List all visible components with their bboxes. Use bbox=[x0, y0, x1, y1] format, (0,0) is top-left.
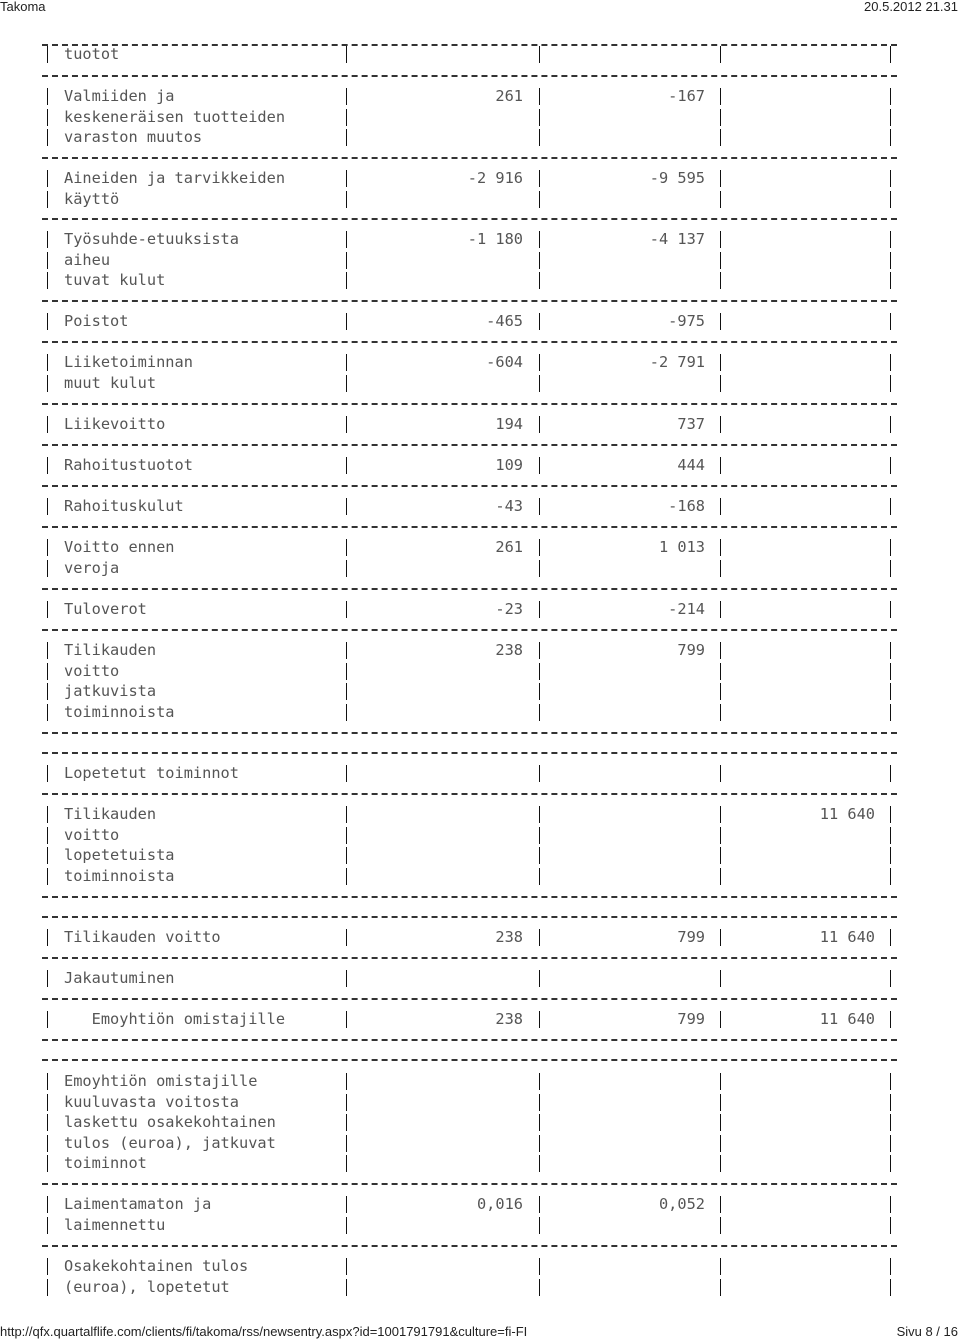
cell-border bbox=[346, 929, 347, 946]
value-cell: -9 595 bbox=[649, 169, 705, 187]
cell-border bbox=[720, 642, 721, 659]
cell-border bbox=[890, 191, 891, 208]
cell-border bbox=[47, 129, 48, 146]
cell-border bbox=[346, 765, 347, 782]
row-divider bbox=[42, 403, 897, 405]
cell-border bbox=[539, 847, 540, 864]
row-label: Liiketoiminnan bbox=[64, 353, 193, 371]
cell-border bbox=[346, 1258, 347, 1275]
cell-border bbox=[346, 663, 347, 680]
cell-border bbox=[720, 252, 721, 269]
value-cell: -2 916 bbox=[467, 169, 523, 187]
cell-border bbox=[47, 1196, 48, 1213]
value-cell: 0,016 bbox=[476, 1195, 523, 1213]
cell-border bbox=[720, 827, 721, 844]
cell-border bbox=[720, 1135, 721, 1152]
cell-border bbox=[720, 109, 721, 126]
cell-border bbox=[346, 109, 347, 126]
cell-border bbox=[890, 375, 891, 392]
cell-border bbox=[346, 129, 347, 146]
cell-border bbox=[346, 539, 347, 556]
row-divider bbox=[42, 732, 897, 734]
cell-border bbox=[47, 663, 48, 680]
value-cell: 238 bbox=[495, 1010, 523, 1028]
row-divider bbox=[42, 752, 897, 754]
row-divider bbox=[42, 588, 897, 590]
value-cell: 109 bbox=[495, 456, 523, 474]
cell-border bbox=[47, 354, 48, 371]
row-label: jatkuvista bbox=[64, 682, 157, 701]
value-cell: 0,052 bbox=[658, 1195, 705, 1213]
cell-border bbox=[720, 847, 721, 864]
cell-border bbox=[47, 1258, 48, 1275]
cell-border bbox=[720, 601, 721, 618]
cell-border bbox=[47, 231, 48, 248]
cell-border bbox=[47, 970, 48, 987]
cell-border bbox=[720, 1094, 721, 1111]
cell-border bbox=[720, 88, 721, 105]
cell-border bbox=[346, 806, 347, 823]
cell-border bbox=[720, 1279, 721, 1296]
cell-border bbox=[720, 806, 721, 823]
cell-border bbox=[890, 827, 891, 844]
cell-border bbox=[346, 416, 347, 433]
row-label: lopetetuista bbox=[64, 846, 175, 865]
row-label: laimennettu bbox=[64, 1215, 166, 1234]
row-label: aiheu bbox=[64, 250, 111, 269]
cell-border bbox=[539, 1258, 540, 1275]
value-cell: -2 791 bbox=[649, 353, 705, 371]
cell-border bbox=[890, 1217, 891, 1234]
cell-border bbox=[890, 663, 891, 680]
row-label: Emoyhtiön omistajille bbox=[64, 1072, 258, 1090]
cell-border bbox=[720, 313, 721, 330]
cell-border bbox=[346, 601, 347, 618]
cell-border bbox=[47, 416, 48, 433]
cell-border bbox=[720, 765, 721, 782]
cell-border bbox=[890, 46, 891, 63]
cell-border bbox=[539, 375, 540, 392]
cell-border bbox=[539, 765, 540, 782]
cell-border bbox=[346, 1217, 347, 1234]
row-label: (euroa), lopetetut bbox=[64, 1277, 230, 1296]
cell-border bbox=[890, 683, 891, 700]
row-label: Liikevoitto bbox=[64, 415, 166, 433]
row-label: Osakekohtainen tulos bbox=[64, 1257, 249, 1275]
cell-border bbox=[890, 170, 891, 187]
row-label: tuotot bbox=[64, 45, 120, 63]
cell-border bbox=[346, 191, 347, 208]
cell-border bbox=[890, 560, 891, 577]
value-cell: -167 bbox=[668, 87, 705, 105]
cell-border bbox=[346, 1114, 347, 1131]
cell-border bbox=[47, 313, 48, 330]
value-cell: -975 bbox=[668, 312, 705, 330]
cell-border bbox=[539, 929, 540, 946]
cell-border bbox=[890, 272, 891, 289]
cell-border bbox=[539, 354, 540, 371]
cell-border bbox=[720, 560, 721, 577]
cell-border bbox=[539, 416, 540, 433]
cell-border bbox=[346, 868, 347, 885]
cell-border bbox=[890, 847, 891, 864]
cell-border bbox=[539, 1196, 540, 1213]
value-cell: 799 bbox=[677, 928, 705, 946]
row-divider bbox=[42, 1245, 897, 1247]
cell-border bbox=[890, 970, 891, 987]
row-divider bbox=[42, 218, 897, 220]
footer-page-number: Sivu 8 / 16 bbox=[896, 1324, 958, 1339]
cell-border bbox=[720, 231, 721, 248]
cell-border bbox=[539, 1114, 540, 1131]
row-label: Poistot bbox=[64, 312, 129, 330]
cell-border bbox=[47, 1114, 48, 1131]
cell-border bbox=[720, 1114, 721, 1131]
cell-border bbox=[346, 375, 347, 392]
cell-border bbox=[890, 642, 891, 659]
cell-border bbox=[720, 1217, 721, 1234]
cell-border bbox=[47, 929, 48, 946]
cell-border bbox=[720, 354, 721, 371]
cell-border bbox=[47, 46, 48, 63]
value-cell: -23 bbox=[495, 600, 523, 618]
cell-border bbox=[720, 1196, 721, 1213]
cell-border bbox=[720, 191, 721, 208]
cell-border bbox=[539, 1217, 540, 1234]
cell-border bbox=[720, 929, 721, 946]
cell-border bbox=[47, 683, 48, 700]
row-label: toiminnoista bbox=[64, 866, 175, 885]
cell-border bbox=[539, 868, 540, 885]
cell-border bbox=[47, 827, 48, 844]
row-divider bbox=[42, 957, 897, 959]
row-label: Valmiiden ja bbox=[64, 87, 175, 105]
cell-border bbox=[346, 560, 347, 577]
row-divider bbox=[42, 300, 897, 302]
cell-border bbox=[720, 272, 721, 289]
cell-border bbox=[47, 1094, 48, 1111]
cell-border bbox=[890, 1196, 891, 1213]
row-divider bbox=[42, 485, 897, 487]
cell-border bbox=[47, 498, 48, 515]
cell-border bbox=[47, 170, 48, 187]
row-label: kuuluvasta voitosta bbox=[64, 1092, 239, 1111]
cell-border bbox=[47, 1135, 48, 1152]
cell-border bbox=[346, 1196, 347, 1213]
cell-border bbox=[539, 1279, 540, 1296]
cell-border bbox=[539, 46, 540, 63]
row-label: Laimentamaton ja bbox=[64, 1195, 212, 1213]
page-footer bbox=[0, 1325, 960, 1339]
cell-border bbox=[346, 1073, 347, 1090]
row-label: Tuloverot bbox=[64, 600, 147, 618]
row-divider bbox=[42, 1183, 897, 1185]
cell-border bbox=[346, 272, 347, 289]
cell-border bbox=[720, 46, 721, 63]
cell-border bbox=[346, 313, 347, 330]
cell-border bbox=[539, 272, 540, 289]
value-cell: -168 bbox=[668, 497, 705, 515]
cell-border bbox=[47, 765, 48, 782]
cell-border bbox=[890, 765, 891, 782]
cell-border bbox=[47, 88, 48, 105]
cell-border bbox=[720, 1258, 721, 1275]
row-label: Tilikauden voitto bbox=[64, 928, 221, 946]
cell-border bbox=[539, 109, 540, 126]
cell-border bbox=[47, 375, 48, 392]
cell-border bbox=[720, 663, 721, 680]
cell-border bbox=[539, 1135, 540, 1152]
cell-border bbox=[890, 1258, 891, 1275]
value-cell: 261 bbox=[495, 87, 523, 105]
cell-border bbox=[890, 806, 891, 823]
cell-border bbox=[539, 252, 540, 269]
cell-border bbox=[890, 498, 891, 515]
cell-border bbox=[890, 457, 891, 474]
cell-border bbox=[539, 88, 540, 105]
cell-border bbox=[346, 1155, 347, 1172]
cell-border bbox=[720, 704, 721, 721]
cell-border bbox=[890, 539, 891, 556]
cell-border bbox=[539, 601, 540, 618]
cell-border bbox=[720, 416, 721, 433]
value-cell: -4 137 bbox=[649, 230, 705, 248]
cell-border bbox=[346, 704, 347, 721]
cell-border bbox=[720, 539, 721, 556]
cell-border bbox=[47, 601, 48, 618]
cell-border bbox=[346, 231, 347, 248]
row-label: voitto bbox=[64, 825, 120, 844]
value-cell: 194 bbox=[495, 415, 523, 433]
cell-border bbox=[890, 1114, 891, 1131]
row-divider bbox=[42, 998, 897, 1000]
row-label: Voitto ennen bbox=[64, 538, 175, 556]
cell-border bbox=[890, 354, 891, 371]
cell-border bbox=[47, 109, 48, 126]
cell-border bbox=[47, 252, 48, 269]
cell-border bbox=[720, 498, 721, 515]
cell-border bbox=[890, 704, 891, 721]
cell-border bbox=[890, 1011, 891, 1028]
cell-border bbox=[539, 560, 540, 577]
cell-border bbox=[346, 1135, 347, 1152]
cell-border bbox=[346, 847, 347, 864]
row-label: Tilikauden bbox=[64, 641, 157, 659]
cell-border bbox=[720, 683, 721, 700]
cell-border bbox=[890, 1155, 891, 1172]
cell-border bbox=[346, 1011, 347, 1028]
cell-border bbox=[346, 88, 347, 105]
cell-border bbox=[539, 1011, 540, 1028]
row-divider bbox=[42, 526, 897, 528]
cell-border bbox=[720, 129, 721, 146]
row-label: Rahoitustuotot bbox=[64, 456, 193, 474]
row-label: voitto bbox=[64, 661, 120, 680]
row-label: toiminnot bbox=[64, 1154, 147, 1173]
header-title: Takoma bbox=[0, 0, 46, 14]
row-label: Jakautuminen bbox=[64, 969, 175, 987]
cell-border bbox=[720, 1155, 721, 1172]
cell-border bbox=[346, 1279, 347, 1296]
row-divider bbox=[42, 1059, 897, 1061]
cell-border bbox=[539, 170, 540, 187]
cell-border bbox=[346, 170, 347, 187]
row-label: veroja bbox=[64, 558, 120, 577]
cell-border bbox=[539, 642, 540, 659]
row-label: muut kulut bbox=[64, 373, 157, 392]
value-cell: 11 640 bbox=[819, 1010, 875, 1028]
row-label: Aineiden ja tarvikkeiden bbox=[64, 169, 286, 187]
cell-border bbox=[890, 129, 891, 146]
row-label: Tilikauden bbox=[64, 805, 157, 823]
cell-border bbox=[890, 1279, 891, 1296]
cell-border bbox=[890, 416, 891, 433]
cell-border bbox=[890, 109, 891, 126]
row-label: Työsuhde-etuuksista bbox=[64, 230, 239, 248]
cell-border bbox=[720, 1011, 721, 1028]
cell-border bbox=[890, 313, 891, 330]
value-cell: 1 013 bbox=[658, 538, 705, 556]
value-cell: -465 bbox=[486, 312, 523, 330]
row-label: Emoyhtiön omistajille bbox=[64, 1010, 286, 1028]
value-cell: 11 640 bbox=[819, 928, 875, 946]
row-label: tulos (euroa), jatkuvat bbox=[64, 1133, 276, 1152]
value-cell: 737 bbox=[677, 415, 705, 433]
footer-url[interactable]: http://qfx.quartalflife.com/clients/fi/takoma/rss/newsentry.aspx?id=1001791791&culture=fi-FI bbox=[0, 1324, 528, 1339]
cell-border bbox=[890, 88, 891, 105]
cell-border bbox=[539, 457, 540, 474]
value-cell: -43 bbox=[495, 497, 523, 515]
cell-border bbox=[890, 929, 891, 946]
cell-border bbox=[539, 231, 540, 248]
cell-border bbox=[539, 683, 540, 700]
value-cell: 799 bbox=[677, 641, 705, 659]
cell-border bbox=[539, 663, 540, 680]
row-divider bbox=[42, 916, 897, 918]
value-cell: 11 640 bbox=[819, 805, 875, 823]
cell-border bbox=[47, 1073, 48, 1090]
cell-border bbox=[539, 313, 540, 330]
row-label: käyttö bbox=[64, 189, 120, 208]
row-label: Lopetetut toiminnot bbox=[64, 764, 239, 782]
row-divider bbox=[42, 157, 897, 159]
value-cell: 238 bbox=[495, 928, 523, 946]
row-label: Rahoituskulut bbox=[64, 497, 184, 515]
value-cell: -604 bbox=[486, 353, 523, 371]
row-divider bbox=[42, 1039, 897, 1041]
row-divider bbox=[42, 75, 897, 77]
cell-border bbox=[346, 498, 347, 515]
value-cell: 444 bbox=[677, 456, 705, 474]
cell-border bbox=[539, 539, 540, 556]
cell-border bbox=[720, 457, 721, 474]
cell-border bbox=[47, 191, 48, 208]
row-divider bbox=[42, 793, 897, 795]
cell-border bbox=[539, 191, 540, 208]
row-label: varaston muutos bbox=[64, 128, 203, 147]
cell-border bbox=[890, 601, 891, 618]
cell-border bbox=[890, 1073, 891, 1090]
cell-border bbox=[346, 642, 347, 659]
cell-border bbox=[539, 1094, 540, 1111]
cell-border bbox=[346, 1094, 347, 1111]
cell-border bbox=[346, 827, 347, 844]
row-divider bbox=[42, 896, 897, 898]
cell-border bbox=[47, 457, 48, 474]
cell-border bbox=[539, 1155, 540, 1172]
cell-border bbox=[539, 129, 540, 146]
cell-border bbox=[890, 1094, 891, 1111]
cell-border bbox=[720, 970, 721, 987]
cell-border bbox=[47, 868, 48, 885]
cell-border bbox=[539, 704, 540, 721]
cell-border bbox=[539, 970, 540, 987]
cell-border bbox=[346, 457, 347, 474]
cell-border bbox=[47, 1217, 48, 1234]
cell-border bbox=[539, 806, 540, 823]
cell-border bbox=[47, 642, 48, 659]
cell-border bbox=[890, 1135, 891, 1152]
cell-border bbox=[720, 1073, 721, 1090]
cell-border bbox=[890, 868, 891, 885]
cell-border bbox=[539, 498, 540, 515]
row-divider bbox=[42, 44, 897, 46]
row-divider bbox=[42, 444, 897, 446]
value-cell: -214 bbox=[668, 600, 705, 618]
cell-border bbox=[346, 970, 347, 987]
row-label: laskettu osakekohtainen bbox=[64, 1113, 276, 1132]
cell-border bbox=[539, 827, 540, 844]
header-datetime: 20.5.2012 21.31 bbox=[864, 0, 958, 14]
row-label: toiminnoista bbox=[64, 702, 175, 721]
cell-border bbox=[47, 1279, 48, 1296]
cell-border bbox=[890, 231, 891, 248]
cell-border bbox=[346, 252, 347, 269]
cell-border bbox=[346, 683, 347, 700]
value-cell: -1 180 bbox=[467, 230, 523, 248]
cell-border bbox=[47, 539, 48, 556]
row-label: keskeneräisen tuotteiden bbox=[64, 107, 286, 126]
row-label: tuvat kulut bbox=[64, 271, 166, 290]
cell-border bbox=[47, 272, 48, 289]
cell-border bbox=[47, 560, 48, 577]
cell-border bbox=[346, 46, 347, 63]
value-cell: 261 bbox=[495, 538, 523, 556]
row-divider bbox=[42, 341, 897, 343]
cell-border bbox=[47, 1155, 48, 1172]
cell-border bbox=[346, 354, 347, 371]
row-divider bbox=[42, 629, 897, 631]
cell-border bbox=[720, 375, 721, 392]
cell-border bbox=[47, 704, 48, 721]
cell-border bbox=[47, 806, 48, 823]
cell-border bbox=[720, 170, 721, 187]
cell-border bbox=[539, 1073, 540, 1090]
value-cell: 799 bbox=[677, 1010, 705, 1028]
cell-border bbox=[47, 1011, 48, 1028]
value-cell: 238 bbox=[495, 641, 523, 659]
cell-border bbox=[720, 868, 721, 885]
cell-border bbox=[47, 847, 48, 864]
cell-border bbox=[890, 252, 891, 269]
